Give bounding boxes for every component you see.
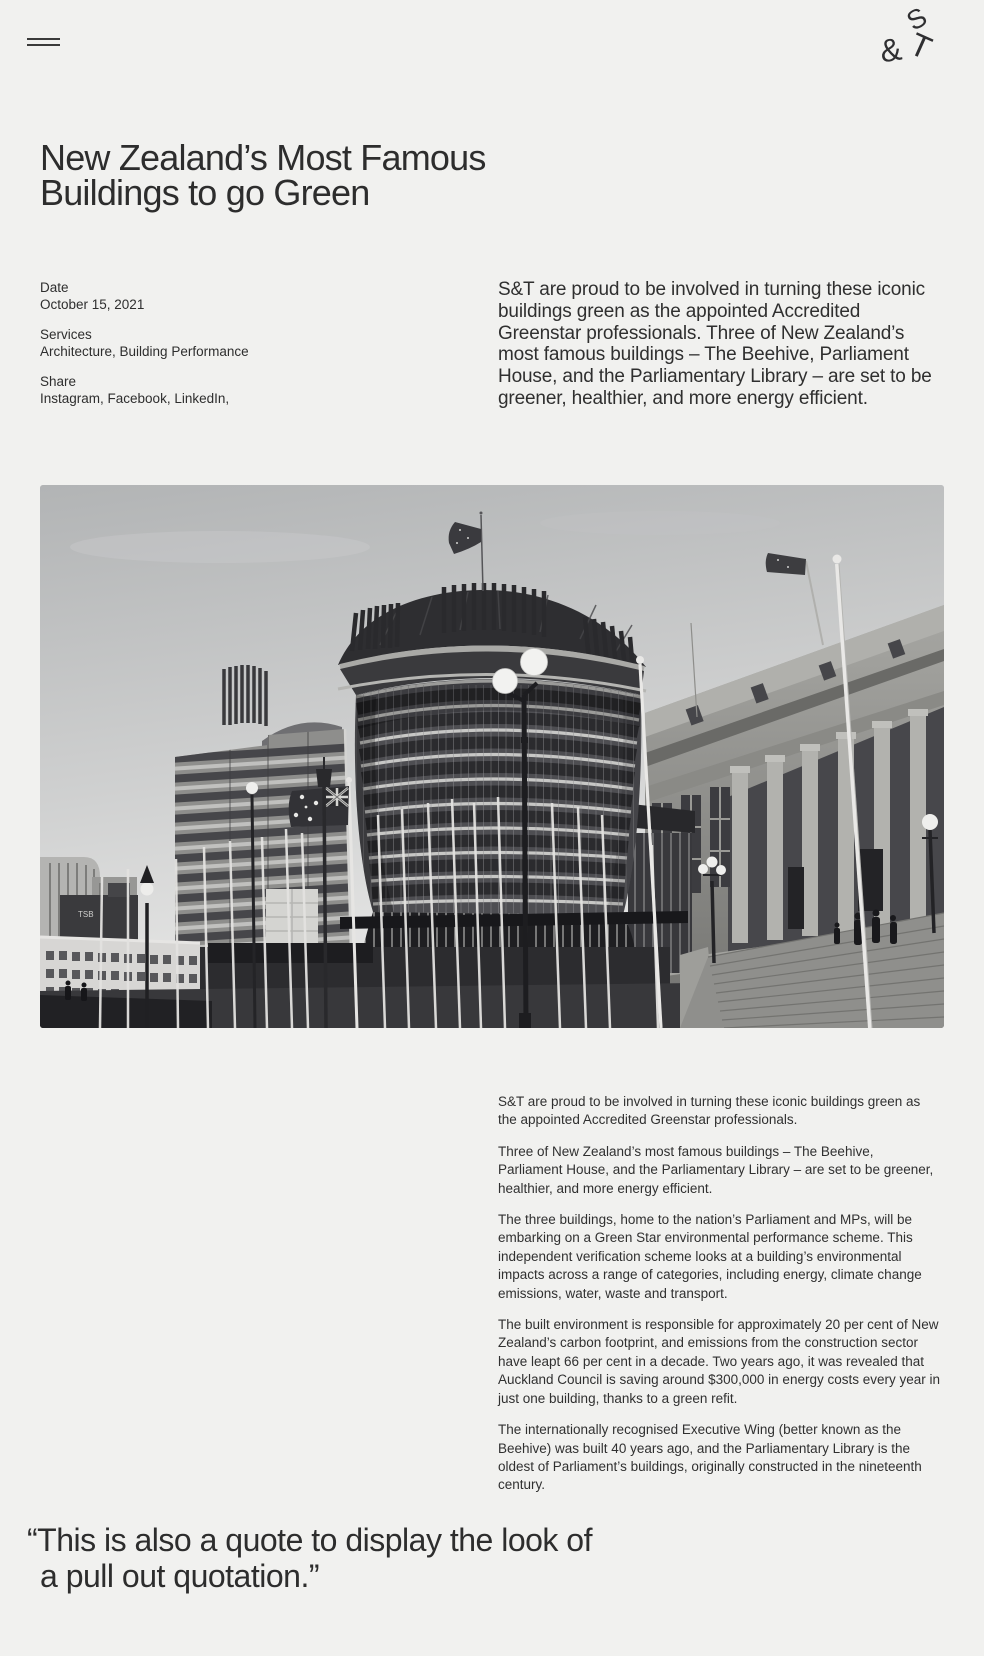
tsb-sign: TSB bbox=[78, 910, 94, 919]
meta-share-label: Share bbox=[40, 374, 77, 389]
intro-paragraph: S&T are proud to be involved in turning these iconic buildings green as the appointed Accredited Greenstar professionals. Three of New Zealand’s most famous buildings – The Beehive, Parliament House, and the Parliamentary Library – are set to be greener, healthier, and more energy efficient. bbox=[498, 279, 932, 409]
page-title-line1: New Zealand’s Most Famous bbox=[40, 137, 486, 178]
hero-photo bbox=[40, 485, 944, 1028]
body-paragraph: Three of New Zealand’s most famous buildings – The Beehive, Parliament House, and the Parliamentary Library – are set to be greener, healthier, and more energy efficient. bbox=[498, 1143, 934, 1196]
body-paragraph: S&T are proud to be involved in turning these iconic buildings green as the appointed Accredited Greenstar professionals. bbox=[498, 1094, 921, 1128]
body-paragraph: The built environment is responsible for approximately 20 per cent of New Zealand’s carbon footprint, and emissions from the construction sector have leapt 66 per cent in a decade. Two years ago, it was revealed that Auckland Council is saving around $300,000 in energy costs every year in just one building, thanks to a green refit. bbox=[498, 1317, 941, 1406]
meta-share-links[interactable]: Instagram, Facebook, LinkedIn, bbox=[40, 390, 230, 406]
meta-date-label: Date bbox=[40, 280, 69, 295]
meta-services-value: Architecture, Building Performance bbox=[40, 343, 249, 359]
body-paragraph: The internationally recognised Executive Wing (better known as the Beehive) was built 40 years ago, and the Parliamentary Library is the oldest of Parliament’s buildings, originally constructed in the nineteenth century. bbox=[498, 1422, 922, 1493]
meta-share bbox=[40, 374, 370, 407]
meta-services bbox=[40, 327, 370, 360]
logo-letter-ampersand: & bbox=[877, 30, 905, 70]
article-body bbox=[498, 1093, 940, 1508]
hamburger-menu-icon[interactable] bbox=[27, 37, 60, 47]
article-meta bbox=[40, 280, 370, 421]
meta-services-label: Services bbox=[40, 327, 92, 342]
page-title-line2: Buildings to go Green bbox=[40, 172, 370, 213]
parliament-photo-illustration bbox=[40, 485, 944, 1028]
meta-date-value: October 15, 2021 bbox=[40, 296, 145, 312]
meta-date bbox=[40, 280, 370, 313]
logo-letter-t: T bbox=[904, 25, 938, 67]
pull-quote bbox=[27, 1522, 700, 1594]
page-title bbox=[40, 137, 520, 213]
body-paragraph: The three buildings, home to the nation’s Parliament and MPs, will be embarking on a Green Star environmental performance scheme. This independent verification scheme looks at a building’s environmental impacts across a range of categories, including energy, climate change emissions, water, waste and transport. bbox=[498, 1212, 922, 1301]
logo-letter-s: S bbox=[901, 1, 932, 37]
pull-quote-line2: a pull out quotation.” bbox=[40, 1557, 319, 1594]
site-logo[interactable] bbox=[877, 1, 944, 80]
pull-quote-line1: “This is also a quote to display the look of bbox=[27, 1522, 592, 1558]
